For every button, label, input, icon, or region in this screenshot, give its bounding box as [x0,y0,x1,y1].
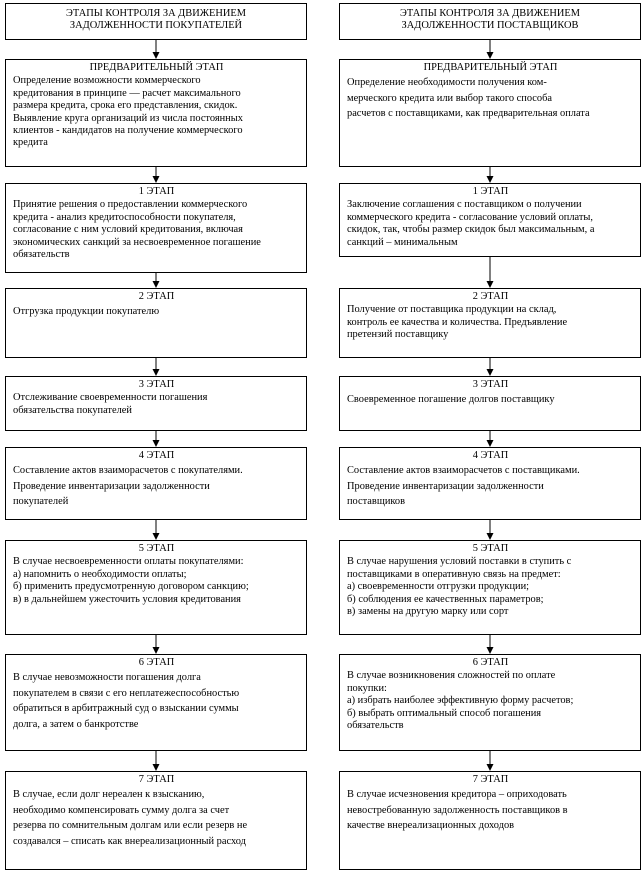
left-arrow-5 [153,431,160,447]
right-column-header [339,3,641,40]
right-stage-3-title: 3 ЭТАП [472,379,509,390]
right-header-text: ЭТАПЫ КОНТРОЛЯ ЗА ДВИЖЕНИЕМ ЗАДОЛЖЕННОСТИ ПОСТАВЩИКОВ [400,8,580,31]
right-stage-4-text: Составление актов взаиморасчетов с поставщиками. Проведение инвентаризации задолженности поставщиков [347,465,580,508]
left-stage-5-title: 5 ЭТАП [138,543,175,554]
right-stage-7 [339,771,641,870]
left-stage-4 [5,447,307,520]
left-arrow-1 [153,40,160,59]
right-arrow-7 [487,635,494,654]
left-arrow-3 [153,273,160,288]
left-stage-preliminary [5,59,307,167]
right-arrow-8 [487,751,494,771]
right-stage-1 [339,183,641,257]
right-arrow-5 [487,431,494,447]
left-stage-7 [5,771,307,870]
left-arrow-6 [153,520,160,540]
right-arrow-4 [487,358,494,376]
left-stage-5 [5,540,307,635]
right-stage-preliminary [339,59,641,167]
left-stage-1-title: 1 ЭТАП [138,186,175,197]
left-stage-3 [5,376,307,431]
right-stage-preliminary-text: Определение необходимости получения ком- мерческого кредита или выбор такого способа расчетов с поставщиками, как предварительная оплата [347,77,590,120]
right-stage-2 [339,288,641,358]
left-stage-6-text: В случае невозможности погашения долга покупателем в связи с его неплатежеспособностью обратиться в арбитражный суд о взыскании суммы долга, а затем о банкротстве [13,672,240,730]
left-stage-1 [5,183,307,273]
left-stage-4-text: Составление актов взаиморасчетов с покупателями. Проведение инвентаризации задолженности покупателей [13,465,243,508]
left-stage-6-title: 6 ЭТАП [138,657,175,668]
left-stage-7-title: 7 ЭТАП [138,774,175,785]
right-stage-5-title: 5 ЭТАП [472,543,509,554]
right-arrow-3 [487,257,494,288]
left-stage-2-title: 2 ЭТАП [138,291,175,302]
left-stage-7-text: В случае, если долг нереален к взысканию, необходимо компенсировать сумму долга за счет резерва по сомнительным долгам или если резерв не создавался – списать как внереализационный расход [13,789,248,847]
right-stage-preliminary-title: ПРЕДВАРИТЕЛЬНЫЙ ЭТАП [423,62,558,73]
right-stage-3-text: Своевременное погашение долгов поставщику [347,394,555,406]
right-stage-4-title: 4 ЭТАП [472,450,509,461]
right-stage-6-title: 6 ЭТАП [472,657,509,668]
left-column-header [5,3,307,40]
left-stage-4-title: 4 ЭТАП [138,450,175,461]
right-stage-6 [339,654,641,751]
right-arrow-2 [487,167,494,183]
left-stage-preliminary-title: ПРЕДВАРИТЕЛЬНЫЙ ЭТАП [89,62,224,73]
left-stage-preliminary-text: Определение возможности коммерческого кредитования в принципе — расчет максимального размера кредита, срока его представления, скидок. Выявление круга организаций из числа постоянных клиентов - кандидатов на получение коммерческого кредита [13,75,243,149]
left-stage-3-title: 3 ЭТАП [138,379,175,390]
left-stage-3-text: Отслеживание своевременности погашения обязательства покупателей [13,392,208,416]
left-header-text: ЭТАПЫ КОНТРОЛЯ ЗА ДВИЖЕНИЕМ ЗАДОЛЖЕННОСТИ ПОКУПАТЕЛЕЙ [66,8,246,31]
right-stage-5 [339,540,641,635]
right-stage-1-title: 1 ЭТАП [472,186,509,197]
right-stage-2-title: 2 ЭТАП [472,291,509,302]
left-stage-2-text: Отгрузка продукции покупателю [13,306,160,318]
right-stage-1-text: Заключение соглашения с поставщиком о получении коммерческого кредита - согласование условий оплаты, скидок, так, чтобы размер скидок был максимальным, а санкций – минимальным [347,199,595,248]
left-stage-6 [5,654,307,751]
left-arrow-8 [153,751,160,771]
right-stage-5-text: В случае нарушения условий поставки в ступить с поставщиками в оперативную связь на предмет: а) своевременности отгрузки продукции; б) соблюдения ее качественных параметров; в) замены на другую марку или сорт [347,556,572,618]
right-stage-4 [339,447,641,520]
right-stage-7-title: 7 ЭТАП [472,774,509,785]
left-stage-5-text: В случае несвоевременности оплаты покупателями: а) напомнить о необходимости оплаты; б) применить предусмотренную договором санкцию; в) в дальнейшем ужесточить условия кредитования [13,556,249,605]
left-stage-1-text: Принятие решения о предоставлении коммерческого кредита - анализ кредитоспособности покупателя, согласование с ним условий кредитования, включая экономических санкций за несвоевременное погашение обязательств [13,199,261,261]
right-arrow-1 [487,40,494,59]
right-stage-7-text: В случае исчезновения кредитора – оприходовать невостребованную задолженность поставщиков в качестве внереализационных доходов [347,789,568,832]
right-arrow-6 [487,520,494,540]
right-stage-3 [339,376,641,431]
left-arrow-7 [153,635,160,654]
right-stage-2-text: Получение от поставщика продукции на склад, контроль ее качества и количества. Предъявление претензий поставщику [347,304,568,341]
left-stage-2 [5,288,307,358]
right-stage-6-text: В случае возникновения сложностей по оплате покупки: а) избрать наиболее эффективную форму расчетов; б) выбрать оптимальный способ погашения обязательств [347,670,574,732]
left-arrow-4 [153,358,160,376]
left-arrow-2 [153,167,160,183]
